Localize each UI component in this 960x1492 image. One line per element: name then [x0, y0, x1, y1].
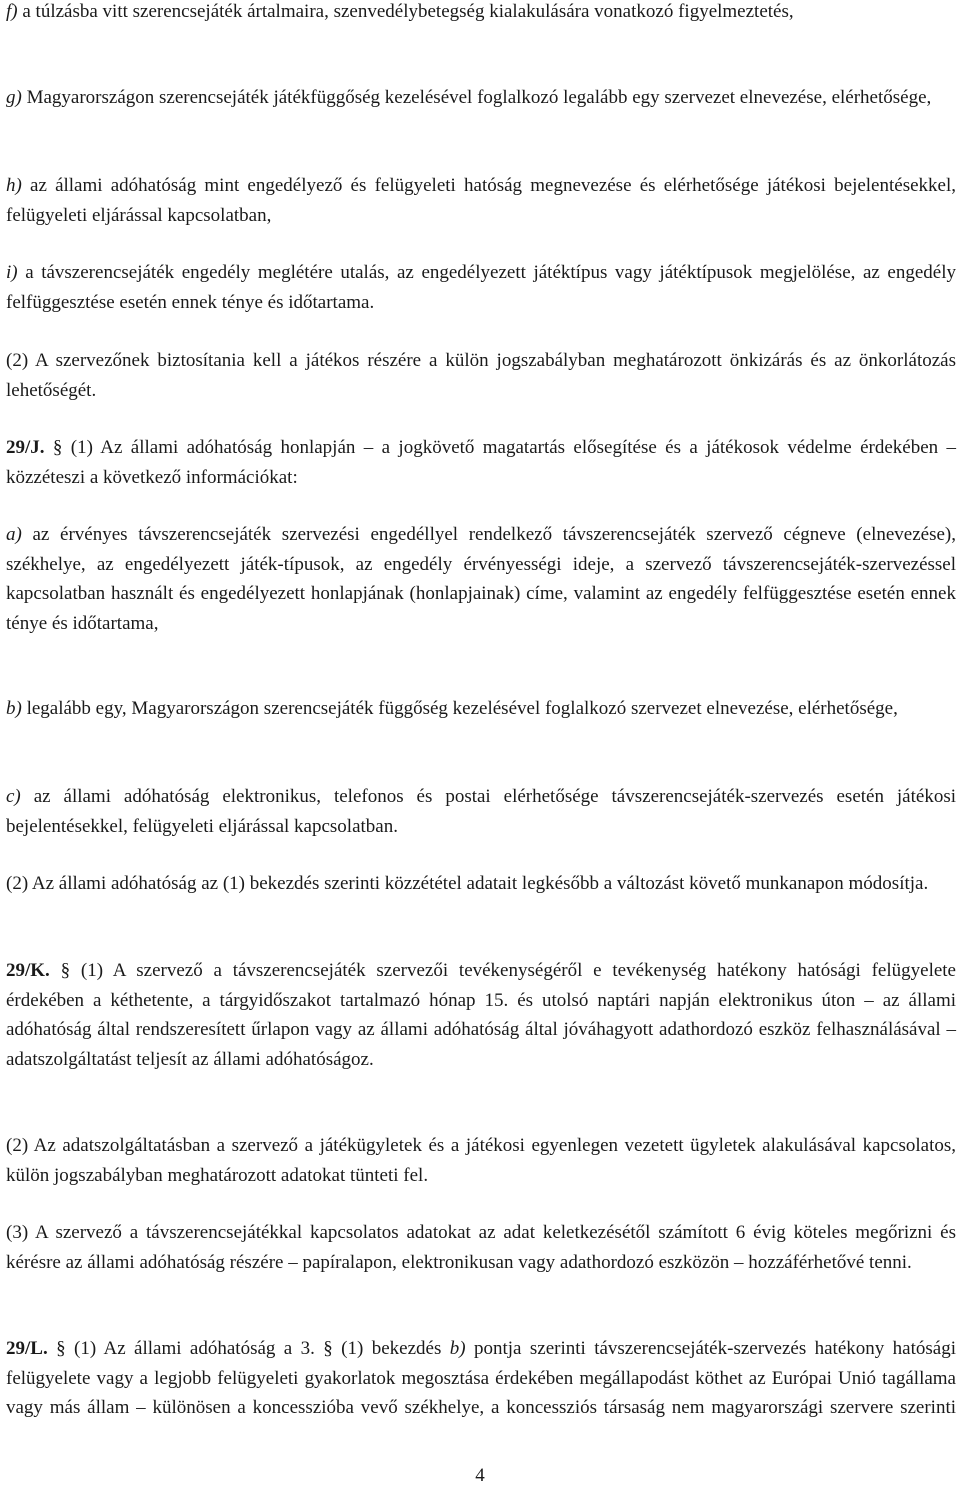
item-text-f: a túlzásba vitt szerencsejáték ártalmaira, szenvedélybetegség kialakulására vonatkozó figyelmeztetés, — [17, 1, 794, 22]
item-text-h: az állami adóhatóság mint engedélyező és felügyeleti hatóság megnevezése és elérhetősége játékosi bejelentésekkel, felügyeleti eljárással kapcsolatban, — [6, 175, 956, 226]
section-number-29l: 29/L. — [6, 1338, 48, 1359]
paragraph-g — [6, 83, 956, 113]
page-number: 4 — [475, 1465, 485, 1486]
paragraph-29j-1 — [6, 433, 956, 492]
item-text-i: a távszerencsejáték engedély meglétére utalás, az engedélyezett játéktípus vagy játéktípusok megjelölése, az engedély felfüggesztése esetén ennek ténye és időtartama. — [6, 262, 956, 313]
paragraph-29k-1 — [6, 956, 956, 1074]
item-text-b: legalább egy, Magyarországon szerencsejáték függőség kezelésével foglalkozó szervezet elnevezése, elérhetősége, — [21, 698, 898, 719]
paragraph-a — [6, 520, 956, 638]
section-29j-1-text: § (1) Az állami adóhatóság honlapján – a jogkövető magatartás elősegítése és a játékosok védelme érdekében – közzéteszi a következő információkat: — [6, 437, 956, 488]
paragraph-29k-3 — [6, 1218, 956, 1277]
section-number-29k: 29/K. — [6, 960, 50, 981]
section-29k-2-text: (2) Az adatszolgáltatásban a szervező a játékügyletek és a játékosi egyenlegen vezetett ügyletek alakulásával kapcsolatos, külön jogszabályban meghatározott adatokat tünteti fel. — [6, 1135, 956, 1186]
paragraph-section-2 — [6, 346, 956, 405]
section-number-29j: 29/J. — [6, 437, 45, 458]
item-label-f: f) — [6, 1, 18, 22]
paragraph-b — [6, 694, 956, 724]
section-29l-1-text-before: § (1) Az állami adóhatóság a 3. § (1) bekezdés — [47, 1338, 450, 1359]
paragraph-i — [6, 258, 956, 317]
section-29l-1-italic-ref: b) — [449, 1338, 466, 1359]
item-label-b: b) — [6, 698, 22, 719]
item-label-i: i) — [6, 262, 18, 283]
section-29l-1-text-after: pontja szerinti távszerencsejáték-szervezés hatékony hatósági felügyelete vagy a legjobb felügyeleti gyakorlatok megosztása érdekében megállapodást köthet az Európai Unió tagállama vagy más állam – különösen a koncesszióba vevő székhelye, a koncessziós társaság nem magyarországi szervere szerinti — [6, 1338, 956, 1418]
paragraph-f — [6, 0, 956, 27]
paragraph-c — [6, 782, 956, 841]
paragraph-29k-2 — [6, 1131, 956, 1190]
item-label-h: h) — [6, 175, 22, 196]
section-29j-2-text: (2) Az állami adóhatóság az (1) bekezdés szerinti közzététel adatait legkésőbb a változást követő munkanapon módosítja. — [6, 873, 929, 894]
item-label-a: a) — [6, 524, 22, 545]
item-label-c: c) — [6, 786, 21, 807]
item-text-c: az állami adóhatóság elektronikus, telefonos és postai elérhetősége távszerencsejáték-szervezés esetén játékosi bejelentésekkel, felügyeleti eljárással kapcsolatban. — [6, 786, 956, 837]
item-label-g: g) — [6, 87, 22, 108]
paragraph-29j-2 — [6, 869, 956, 899]
item-text-a: az érvényes távszerencsejáték szervezési engedéllyel rendelkező távszerencsejáték szervező cégneve (elnevezése), székhelye, az engedélyezett játék-típusok, az engedély érvényességi ideje, a szervező távszerencsejáték-szervezéssel kapcsolatban használt és engedélyezett honlapjának (honlapjainak) címe, valamint az engedély felfüggesztése esetén ennek ténye és időtartama, — [6, 524, 956, 634]
paragraph-h — [6, 171, 956, 230]
paragraph-29l-1 — [6, 1334, 956, 1423]
section-29k-3-text: (3) A szervező a távszerencsejátékkal kapcsolatos adatokat az adat keletkezésétől számított 6 évig köteles megőrizni és kérésre az állami adóhatóság részére – papíralapon, elektronikusan vagy adathordozó eszközön – hozzáférhetővé tenni. — [6, 1222, 956, 1273]
item-text-g: Magyarországon szerencsejáték játékfüggőség kezelésével foglalkozó legalább egy szervezet elnevezése, elérhetősége, — [21, 87, 932, 108]
section-29k-1-text: § (1) A szervező a távszerencsejáték szervezői tevékenységéről e tevékenység hatékony hatósági felügyelete érdekében a kéthetente, a tárgyidőszakot tartalmazó hónap 15. és utolsó naptári napján elektronikus úton – az állami adóhatóság által rendszeresített űrlapon vagy az állami adóhatóság által jóváhagyott adathordozó eszköz felhasználásával – adatszolgáltatást teljesít az állami adóhatóságoz. — [6, 960, 956, 1070]
section-2-text: (2) A szervezőnek biztosítania kell a játékos részére a külön jogszabályban meghatározott önkizárás és az önkorlátozás lehetőségét. — [6, 350, 956, 401]
